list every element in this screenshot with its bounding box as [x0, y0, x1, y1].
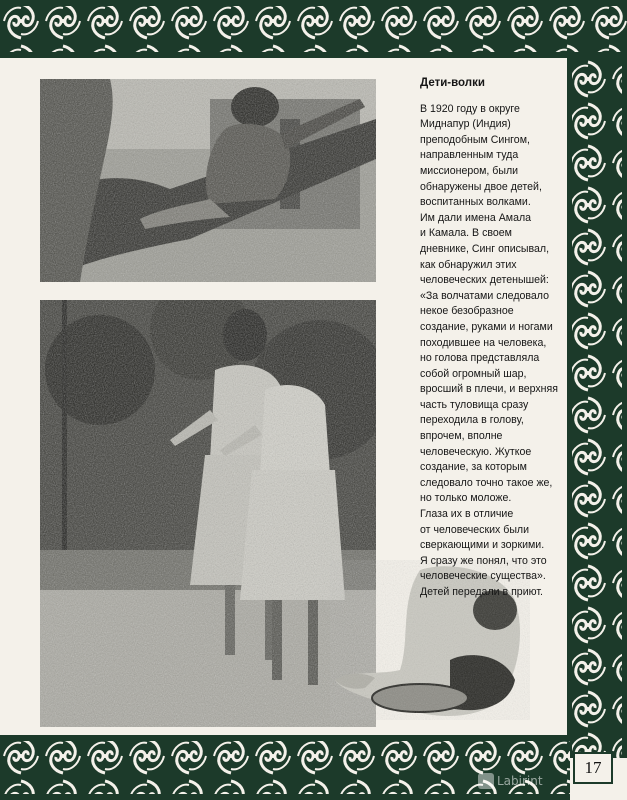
article-line: походившее на человека, — [420, 336, 547, 349]
article-line: обнаружены двое детей, — [420, 180, 542, 193]
article-line: как обнаружил этих — [420, 258, 517, 271]
watermark-text: Labirint — [497, 774, 543, 788]
article-line: переходила в голову, — [420, 414, 524, 427]
article-line: от человеческих были — [420, 523, 530, 536]
article-line: собой огромный шар, — [420, 367, 527, 380]
article-line: преподобным Сингом, — [420, 133, 530, 146]
article-line: Детей передали в приют. — [420, 586, 543, 598]
article-line: «За волчатами следовало — [420, 289, 549, 302]
article-line: следовало точно такое же, — [420, 476, 553, 489]
article-line: часть туловища сразу — [420, 398, 529, 411]
article-text — [420, 76, 560, 601]
article-line: но только моложе. — [420, 492, 512, 505]
article-line: но голова представляла — [420, 352, 540, 365]
article-line: миссионером, были — [420, 164, 519, 177]
article-line: Им дали имена Амала — [420, 211, 532, 224]
article-line: человеческую. Жуткое — [420, 445, 532, 458]
article-line: некое безобразное — [420, 305, 514, 318]
article-line: сверкающими и зоркими. — [420, 539, 545, 552]
labirint-logo-icon — [478, 773, 494, 789]
article-line: создание, за которым — [420, 461, 527, 474]
page-number: 17 — [573, 752, 613, 784]
article-line: создание, руками и ногами — [420, 320, 553, 333]
article-line: Миднапур (Индия) — [420, 118, 511, 131]
article-line: В 1920 году в округе — [420, 102, 520, 115]
article-line: Я сразу же понял, что это — [420, 554, 547, 567]
article-line: дневнике, Синг описывал, — [420, 242, 550, 255]
article-line: и Камала. В своем — [420, 227, 512, 240]
photo-two-girls — [40, 300, 376, 727]
ornamental-border-right — [567, 58, 627, 758]
article-line: впрочем, вполне — [420, 430, 503, 443]
ornamental-border-top — [0, 0, 627, 58]
watermark — [478, 770, 570, 792]
article-line: человеческих детенышей: — [420, 274, 549, 287]
article-line: Глаза их в отличие — [420, 508, 514, 521]
article-line: воспитанных волками. — [420, 196, 531, 209]
photo-child-on-tree — [40, 79, 376, 282]
article-line: направленным туда — [420, 149, 519, 162]
article-heading: Дети-волки — [420, 77, 485, 89]
article-line: человеческие существа». — [420, 570, 546, 583]
article-line: вросший в плечи, и верхняя — [420, 383, 558, 396]
